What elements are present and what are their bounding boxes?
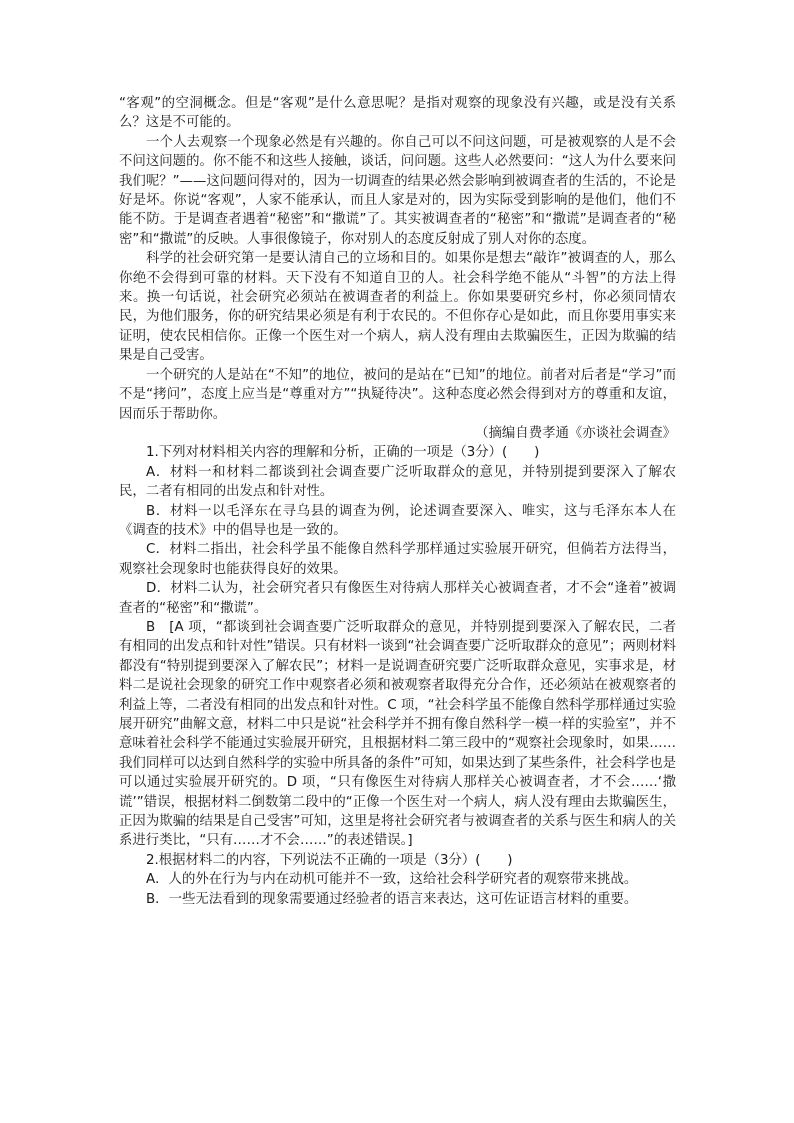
question-1-answer: B [A 项，“都谈到社会调查要广泛听取群众的意见，并特别提到要深入了解农民，二者有相同的出发点和针对性”错误。只有材料一谈到“社会调查要广泛听取群众的意见”；两则材料都没有“特别提到要深入了解农民”；材料一是说调查研究要广泛听取群众意见，实事求是，材料二是说社会现象的研究工作中观察者必须和被观察者取得充分合作，还必须站在被观察者的利益上等，二者没有相同的出发点和针对性。C 项，“社会科学虽不能像自然科学那样通过实验展开研究”曲解文意，材料二中只是说“社会科学并不拥有像自然科学一模一样的实验室”，并不意味着社会科学不能通过实验展开研究，且根据材料二第三段中的“观察社会现象时，如果……我们同样可以达到自然科学的实验中所具备的条件”可知，如果达到了某些条件，社会科学也是可以通过实验展开研究的。D 项，“只有像医生对待病人那样关心被调查者，才不会……‘撒谎’”错误，根据材料二倒数第二段中的“正像一个医生对一个病人，病人没有理由去欺骗医生，正因为欺骗的结果是自己受害”可知，这里是将社会研究者与被调查者的关系与医生和病人的关系进行类比，“只有……才不会……”的表述错误。] (119, 619, 676, 849)
question-1-option-b: B．材料一以毛泽东在寻乌县的调查为例，论述调查要深入、唯实，这与毛泽东本人在《调查的技术》中的倡导也是一致的。 (119, 503, 676, 538)
question-2-option-b: B．一些无法看到的现象需要通过经验者的语言来表达，这可佐证语言材料的重要。 (146, 891, 638, 907)
paragraph-1: “客观”的空洞概念。但是“客观”是什么意思呢？是指对观察的现象没有兴趣，或是没有关系么？这是不可能的。 (119, 96, 676, 131)
paragraph-3: 科学的社会研究第一是要认清自己的立场和目的。如果你是想去“敲诈”被调查的人，那么你绝不会得到可靠的材料。天下没有不知道自卫的人。社会科学绝不能从“斗智”的方法上得来。换一句话说，社会研究必须站在被调查者的利益上。你如果要研究乡村，你必须同情农民，为他们服务，你的研究结果必须是有利于农民的。不但你存心是如此，而且你要用事实来证明，使农民相信你。正像一个医生对一个病人，病人没有理由去欺骗医生，正因为欺骗的结果是自己受害。 (119, 251, 676, 364)
question-2-stem: 2.根据材料二的内容，下列说法不正确的一项是（3分）( ) (146, 852, 513, 868)
question-1-option-d: D．材料二认为，社会研究者只有像医生对待病人那样关心被调查者，才不会“逢着”被调查者的“秘密”和“撒谎”。 (119, 581, 676, 616)
paragraph-2: 一个人去观察一个现象必然是有兴趣的。你自己可以不问这问题，可是被观察的人是不会不问这问题的。你不能不和这些人接触，谈话，问问题。这些人必然要问：“这人为什么要来问我们呢？”——这问题问得对的，因为一切调查的结果必然会影响到被调查者的生活的，不论是好是坏。你说“客观”，人家不能承认，而且人家是对的，因为实际受到影响的是他们，他们不能不防。于是调查者遇着“秘密”和“撒谎”了。其实被调查者的“秘密”和“撒谎”是调查者的“秘密”和“撒谎”的反映。人事很像镜子，你对别人的态度反射成了别人对你的态度。 (119, 134, 676, 247)
question-1-option-a: A．材料一和材料二都谈到社会调查要广泛听取群众的意见，并特别提到要深入了解农民，二者有相同的出发点和针对性。 (119, 464, 676, 500)
question-2-option-a: A．人的外在行为与内在动机可能并不一致，这给社会科学研究者的观察带来挑战。 (146, 872, 638, 888)
paragraph-4: 一个研究的人是站在“不知”的地位，被问的是站在“已知”的地位。前者对后者是“学习”而不是“拷问”，态度上应当是“尊重对方”“执疑待决”。这种态度必然会得到对方的尊重和友谊，因而乐于帮助你。 (119, 367, 676, 422)
document-page (119, 94, 676, 909)
source-citation: （摘编自费孝通《亦谈社会调查》 (475, 425, 676, 441)
question-1-option-c: C．材料二指出，社会科学虽不能像自然科学那样通过实验展开研究，但倘若方法得当，观察社会现象时也能获得良好的效果。 (119, 542, 676, 577)
question-1-stem: 1.下列对材料相关内容的理解和分析，正确的一项是（3分）( ) (146, 445, 540, 461)
